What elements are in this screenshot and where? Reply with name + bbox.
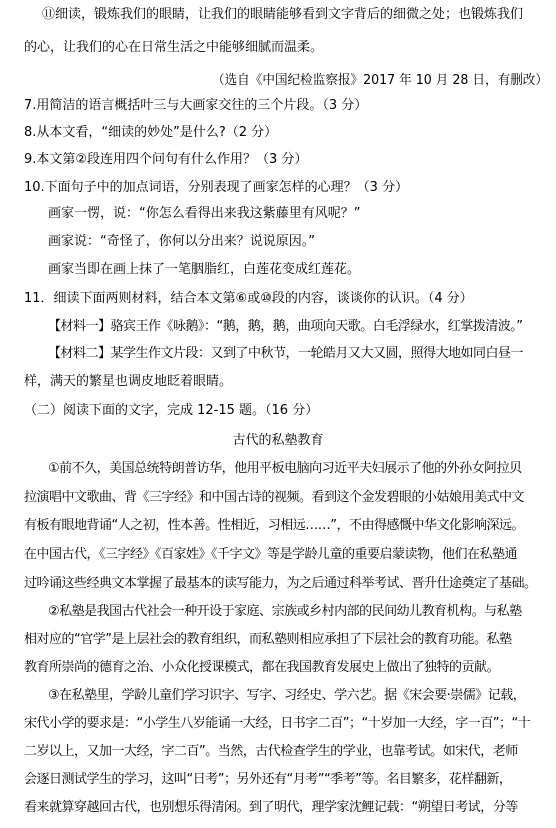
question-11-material-1: 【材料一】骆宾王作《咏鹅》：“鹅，鹅，鹅，曲项向天歌。白毛浮绿水，红掌拨清波。”: [48, 319, 523, 334]
question-7: 7.用简洁的语言概括叶三与大画家交往的三个片段。（3 分）: [24, 98, 368, 113]
article-p1-line-5: 过吟诵这些经典文本掌握了最基本的读写能力，为之后通过科举考试、晋升仕途奠定了基础。: [24, 576, 537, 591]
article-p3-line-2: 宋代小学的要求是：“小学生八岁能诵一大经，日书字二百”；“十岁加一大经，字一百”；“十: [24, 716, 531, 731]
article-p1-line-4: 在中国古代，《三字经》《百家姓》《千字文》等是学龄儿童的重要启蒙读物，他们在私塾通: [24, 547, 518, 562]
article-p2-line-1: ②私塾是我国古代社会一种开设于家庭、宗族或乡村内部的民间幼儿教育机构。与私塾: [48, 604, 522, 619]
article-p1-line-2: 拉演唱中文歌曲、背《三字经》和中国古诗的视频。看到这个金发碧眼的小姑娘用美式中文: [24, 490, 525, 505]
article-p3-line-4: 会逐日测试学生的学习，这叫“日考”；另外还有“月考”“季考”等。名目繁多，花样翻新，: [24, 772, 512, 787]
article-p3-line-5: 看来就算穿越回古代，也别想乐得清闲。到了明代，理学家沈鲤记载：“朔望日考试，分等: [24, 800, 518, 815]
question-10-sentence-3: 画家当即在画上抹了一笔胭脂红，白莲花变成红莲花。: [48, 262, 361, 277]
article-title: 古代的私塾教育: [232, 433, 324, 448]
question-10-sentence-1: 画家一愣，说：“你怎么看得出来我这紫藤里有风呢？”: [48, 206, 361, 221]
article-p1-line-3: 有板有眼地背诵“人之初，性本善。性相近，习相远……”，不由得感慨中华文化影响深远。: [24, 518, 524, 533]
article-p2-line-2: 相对应的“官学”是上层社会的教育组织，而私塾则相应承担了下层社会的教育功能。私塾: [24, 632, 512, 647]
question-11-material-2-line-1: 【材料二】某学生作文片段：又到了中秋节，一轮皓月又大又圆，照得大地如同白昼一: [48, 346, 524, 361]
article-p1-line-1: ①前不久，美国总统特朗普访华，他用平板电脑向习近平夫妇展示了他的外孙女阿拉贝: [48, 461, 522, 476]
section-2-intro: （二）阅读下面的文字，完成 12-15 题。（16 分）: [24, 403, 319, 418]
question-9: 9.本文第②段连用四个问句有什么作用？（3 分）: [24, 152, 308, 167]
article-p3-line-3: 二岁以上，又加一大经，字二百”。当然，古代检查学生的学业，也靠考试。如宋代，老师: [24, 744, 518, 759]
article-p2-line-3: 教育所崇尚的德育之治、小众化授课模式，都在我国教育发展史上做出了独特的贡献。: [24, 660, 500, 675]
article-p3-line-1: ③在私塾里，学龄儿童们学习识字、写字、习经史、学六艺。据《宋会要·崇儒》记载，: [48, 688, 526, 703]
question-10-sentence-2: 画家说：“奇怪了，你何以分出来？说说原因。”: [48, 234, 315, 249]
question-10: 10.下面句子中的加点词语，分别表现了画家怎样的心理？（3 分）: [24, 180, 409, 195]
question-11-material-2-line-2: 样，满天的繁星也调皮地眨着眼睛。: [24, 374, 233, 389]
paragraph-11-line-1: ⑪细读，锻炼我们的眼睛，让我们的眼睛能够看到文字背后的细微之处；也锻炼我们: [42, 7, 524, 22]
question-11: 11．细读下面两则材料，结合本文第⑥或⑩段的内容，谈谈你的认识。（4 分）: [24, 291, 473, 306]
source-citation: （选自《中国纪检监察报》2017 年 10 月 28 日，有删改）: [212, 73, 548, 88]
paragraph-11-line-2: 的心，让我们的心在日常生活之中能够细腻而温柔。: [24, 40, 324, 55]
question-8: 8.从本文看，“细读的妙处”是什么?（2 分）: [24, 125, 278, 140]
